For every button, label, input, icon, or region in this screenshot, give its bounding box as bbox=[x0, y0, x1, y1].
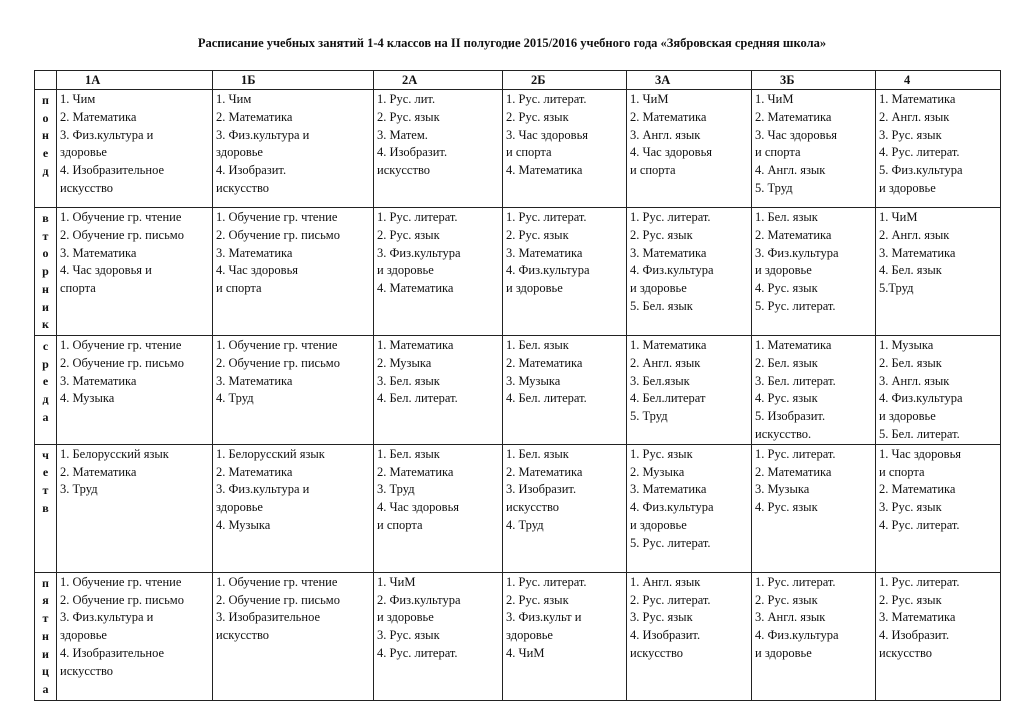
schedule-cell: 1. Бел. язык 2. Математика 3. Физ.культура и здоровье 4. Рус. язык 5. Рус. литерат. bbox=[752, 208, 876, 336]
schedule-cell: 1. Рус. литерат. 2. Рус. язык 3. Математика 4. Физ.культура и здоровье bbox=[503, 208, 627, 336]
schedule-cell: 1. Рус. лит. 2. Рус. язык 3. Матем. 4. Изобразит. искусство bbox=[374, 90, 503, 208]
class-header-1a: 1А bbox=[57, 71, 213, 90]
day-row-friday bbox=[35, 572, 1001, 700]
header-row bbox=[35, 71, 1001, 90]
schedule-cell: 1. Рус. литерат. 2. Рус. язык 3. Физ.культ и здоровье 4. ЧиМ bbox=[503, 572, 627, 700]
schedule-cell: 1. Рус. литерат. 2. Рус. язык 3. Англ. язык 4. Физ.культура и здоровье bbox=[752, 572, 876, 700]
schedule-cell: 1. Час здоровья и спорта 2. Математика 3. Рус. язык 4. Рус. литерат. bbox=[876, 444, 1001, 572]
page-title: Расписание учебных занятий 1-4 классов на II полугодие 2015/2016 учебного года «Зябровская средняя школа» bbox=[197, 36, 827, 50]
schedule-cell: 1. Чим 2. Математика 3. Физ.культура и здоровье 4. Изобразительное искусство bbox=[57, 90, 213, 208]
schedule-cell: 1. Обучение гр. чтение 2. Обучение гр. письмо 3. Физ.культура и здоровье 4. Изобразительное искусство bbox=[57, 572, 213, 700]
day-label: ч е т в bbox=[35, 444, 57, 572]
corner-cell bbox=[35, 71, 57, 90]
schedule-cell: 1. Бел. язык 2. Математика 3. Труд 4. Час здоровья и спорта bbox=[374, 444, 503, 572]
schedule-table bbox=[34, 70, 1001, 701]
schedule-cell: 1. Математика 2. Музыка 3. Бел. язык 4. Бел. литерат. bbox=[374, 336, 503, 445]
schedule-cell: 1. Рус. язык 2. Музыка 3. Математика 4. Физ.культура и здоровье 5. Рус. литерат. bbox=[627, 444, 752, 572]
schedule-cell: 1. Математика 2. Англ. язык 3. Бел.язык 4. Бел.литерат 5. Труд bbox=[627, 336, 752, 445]
schedule-cell: 1. Обучение гр. чтение 2. Обучение гр. письмо 3. Изобразительное искусство bbox=[213, 572, 374, 700]
class-header-3b: 3Б bbox=[752, 71, 876, 90]
schedule-cell: 1. Белорусский язык 2. Математика 3. Физ.культура и здоровье 4. Музыка bbox=[213, 444, 374, 572]
schedule-cell: 1. ЧиМ 2. Англ. язык 3. Математика 4. Бел. язык 5.Труд bbox=[876, 208, 1001, 336]
schedule-cell: 1. Бел. язык 2. Математика 3. Музыка 4. Бел. литерат. bbox=[503, 336, 627, 445]
schedule-cell: 1. Бел. язык 2. Математика 3. Изобразит. искусство 4. Труд bbox=[503, 444, 627, 572]
day-label: с р е д а bbox=[35, 336, 57, 445]
schedule-cell: 1. ЧиМ 2. Математика 3. Англ. язык 4. Час здоровья и спорта bbox=[627, 90, 752, 208]
day-label: п о н е д bbox=[35, 90, 57, 208]
schedule-cell: 1. Рус. литерат. 2. Рус. язык 3. Час здоровья и спорта 4. Математика bbox=[503, 90, 627, 208]
day-row-wednesday bbox=[35, 336, 1001, 445]
schedule-cell: 1. Обучение гр. чтение 2. Обучение гр. письмо 3. Математика 4. Труд bbox=[213, 336, 374, 445]
class-header-2a: 2А bbox=[374, 71, 503, 90]
schedule-cell: 1. Англ. язык 2. Рус. литерат. 3. Рус. язык 4. Изобразит. искусство bbox=[627, 572, 752, 700]
schedule-cell: 1. Рус. литерат. 2. Математика 3. Музыка 4. Рус. язык bbox=[752, 444, 876, 572]
class-header-4: 4 bbox=[876, 71, 1001, 90]
schedule-cell: 1. Рус. литерат. 2. Рус. язык 3. Математика 4. Изобразит. искусство bbox=[876, 572, 1001, 700]
class-header-3a: 3А bbox=[627, 71, 752, 90]
day-row-monday bbox=[35, 90, 1001, 208]
schedule-cell: 1. ЧиМ 2. Математика 3. Час здоровья и спорта 4. Англ. язык 5. Труд bbox=[752, 90, 876, 208]
schedule-cell: 1. Белорусский язык 2. Математика 3. Труд bbox=[57, 444, 213, 572]
schedule-cell: 1. Обучение гр. чтение 2. Обучение гр. письмо 3. Математика 4. Музыка bbox=[57, 336, 213, 445]
schedule-cell: 1. Рус. литерат. 2. Рус. язык 3. Математика 4. Физ.культура и здоровье 5. Бел. язык bbox=[627, 208, 752, 336]
schedule-cell: 1. Рус. литерат. 2. Рус. язык 3. Физ.культура и здоровье 4. Математика bbox=[374, 208, 503, 336]
schedule-cell: 1. Математика 2. Англ. язык 3. Рус. язык 4. Рус. литерат. 5. Физ.культура и здоровье bbox=[876, 90, 1001, 208]
class-header-2b: 2Б bbox=[503, 71, 627, 90]
schedule-cell: 1. ЧиМ 2. Физ.культура и здоровье 3. Рус. язык 4. Рус. литерат. bbox=[374, 572, 503, 700]
day-label: в т о р н и к bbox=[35, 208, 57, 336]
schedule-cell: 1. Обучение гр. чтение 2. Обучение гр. письмо 3. Математика 4. Час здоровья и спорта bbox=[57, 208, 213, 336]
day-row-thursday bbox=[35, 444, 1001, 572]
schedule-cell: 1. Обучение гр. чтение 2. Обучение гр. письмо 3. Математика 4. Час здоровья и спорта bbox=[213, 208, 374, 336]
schedule-cell: 1. Музыка 2. Бел. язык 3. Англ. язык 4. Физ.культура и здоровье 5. Бел. литерат. bbox=[876, 336, 1001, 445]
schedule-cell: 1. Математика 2. Бел. язык 3. Бел. литерат. 4. Рус. язык 5. Изобразит. искусство. bbox=[752, 336, 876, 445]
schedule-cell: 1. Чим 2. Математика 3. Физ.культура и здоровье 4. Изобразит. искусство bbox=[213, 90, 374, 208]
class-header-1b: 1Б bbox=[213, 71, 374, 90]
day-label: п я т н и ц а bbox=[35, 572, 57, 700]
day-row-tuesday bbox=[35, 208, 1001, 336]
